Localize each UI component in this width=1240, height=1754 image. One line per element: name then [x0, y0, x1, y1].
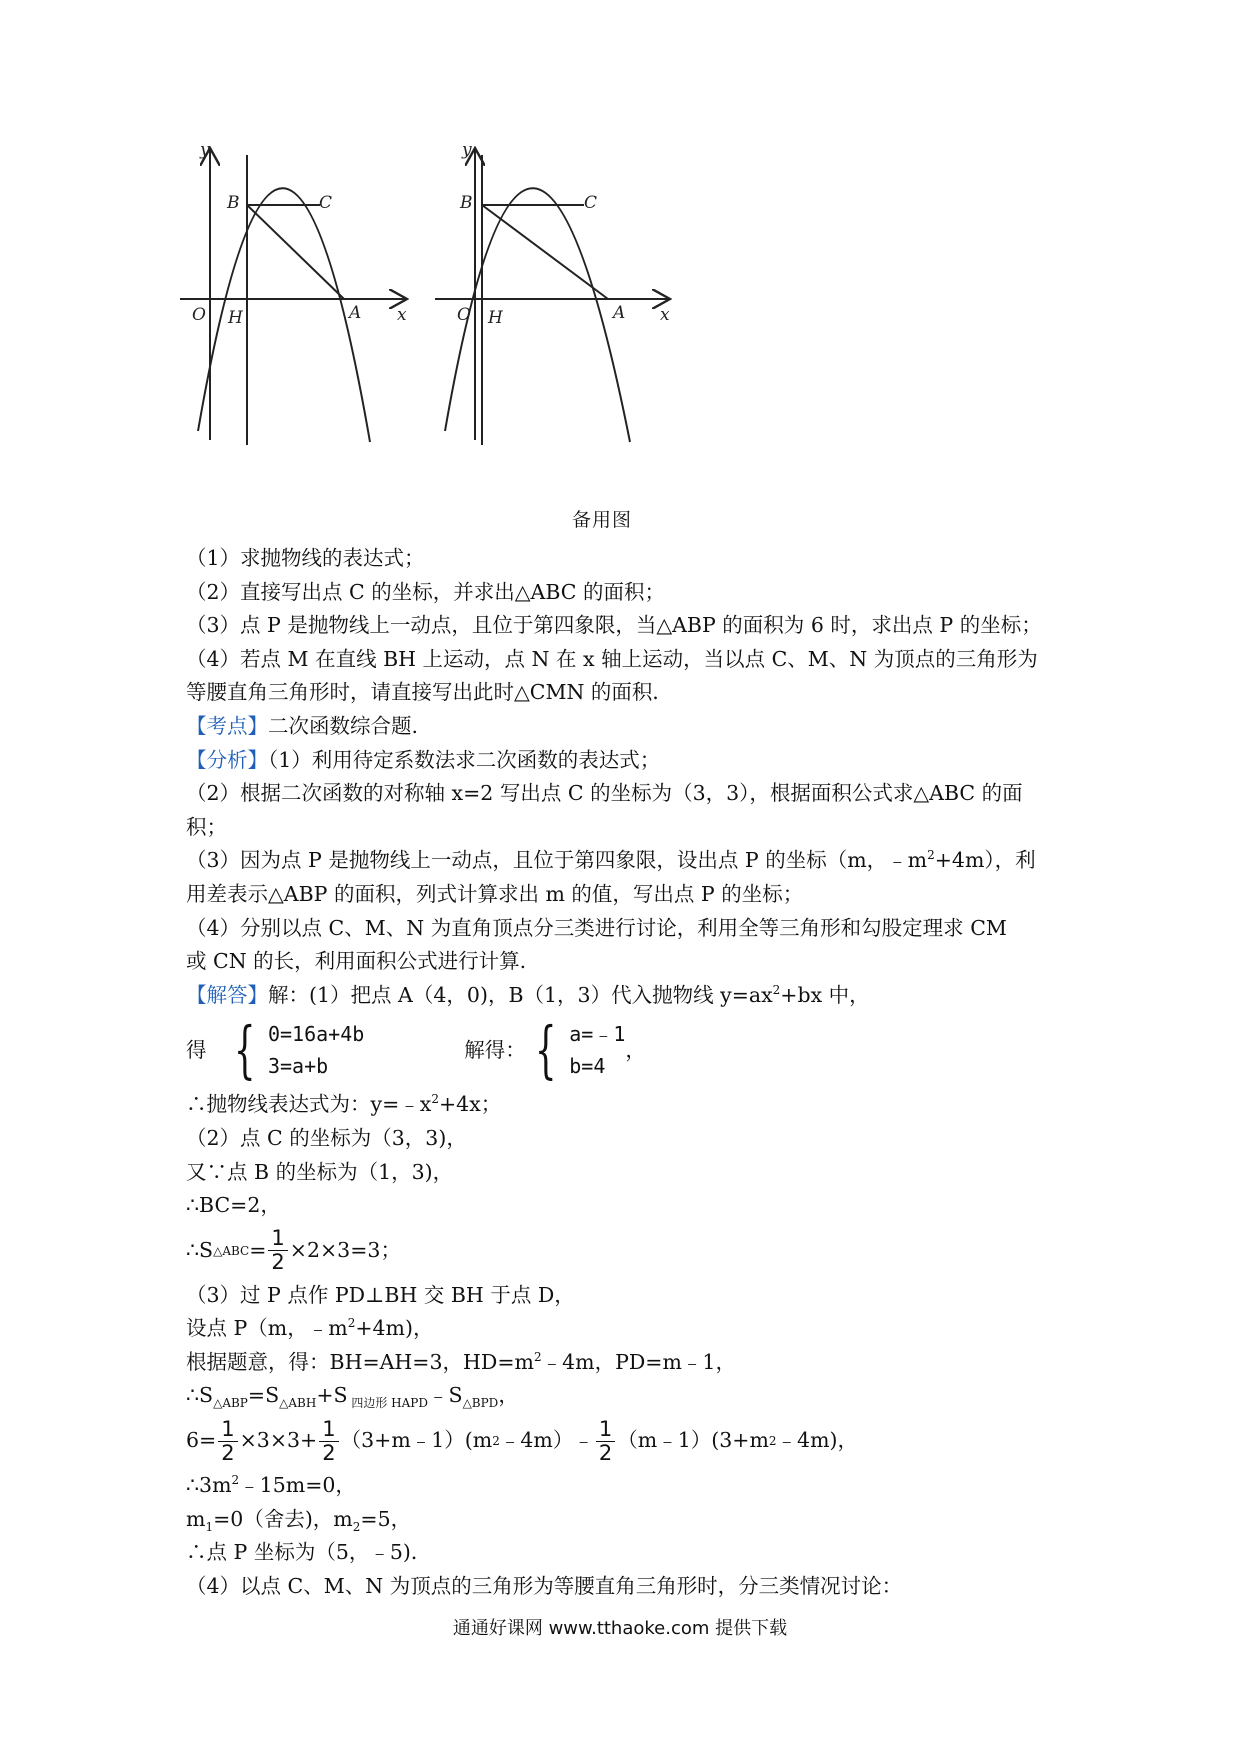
text-run: =5， — [360, 1506, 412, 1531]
text-run: +4m），利 — [934, 848, 1036, 873]
text-run: ∴3m — [186, 1473, 232, 1498]
equation: b=4 — [569, 1054, 606, 1079]
jieda-line-1 — [186, 979, 1066, 1013]
question-3: （3）点 P 是抛物线上一动点，且位于第四象限，当△ABP 的面积为 6 时，求出点 P 的坐标； — [186, 613, 1042, 638]
label-c: C — [584, 193, 598, 213]
superscript: 2 — [231, 1473, 240, 1488]
subscript: △BPD — [462, 1396, 499, 1411]
jieda-line-5: 又∵点 B 的坐标为（1，3)， — [186, 1159, 454, 1184]
text-run: +S — [316, 1383, 348, 1408]
text-run: 得 — [186, 1037, 207, 1062]
figure — [185, 140, 765, 530]
jieda-line-6: ∴BC=2， — [186, 1193, 281, 1218]
fenxi-tag: 【分析】 — [186, 747, 268, 772]
parabola — [198, 188, 370, 442]
text-run: ﹣15m=0， — [239, 1473, 356, 1498]
jieda-line-4: （2）点 C 的坐标为（3，3)， — [186, 1125, 467, 1150]
text-run: =S — [247, 1383, 280, 1408]
text-run: ×3×3+ — [239, 1428, 318, 1453]
jieda-line-10 — [186, 1346, 1066, 1380]
text-run: = — [249, 1237, 267, 1262]
jieda-line-7: ∴S △ABC = $\frac{1}{2}$ ×2×3=3； — [186, 1226, 401, 1275]
equation-systems — [186, 1012, 1066, 1088]
label-a: A — [349, 303, 362, 323]
system-1 — [225, 1015, 365, 1085]
text-run: +4x； — [438, 1092, 502, 1117]
label-h: H — [228, 308, 243, 328]
label-b: B — [227, 193, 240, 213]
question-1: （1）求抛物线的表达式； — [186, 546, 425, 570]
subscript: 2 — [352, 1519, 361, 1534]
kaodian-text: 二次函数综合题. — [268, 713, 419, 738]
label-y: y — [200, 140, 210, 160]
text-run: ∴S — [186, 1237, 214, 1262]
denominator: 2 — [271, 1250, 285, 1275]
denominator: 2 — [598, 1440, 613, 1465]
jieda-line-9 — [186, 1312, 1066, 1346]
segment-ba — [247, 205, 344, 299]
system-2 — [526, 1015, 626, 1085]
graph-main — [180, 150, 405, 445]
equation: a=﹣1 — [569, 1022, 626, 1047]
label-x: x — [660, 305, 670, 325]
numerator: 1 — [596, 1419, 615, 1442]
text-run: ， — [625, 1037, 646, 1062]
text-run: 6= — [186, 1428, 217, 1453]
text-run: 解得： — [464, 1037, 526, 1062]
subscript: 四边形 HAPD — [347, 1396, 429, 1411]
label-h: H — [488, 308, 503, 328]
fenxi-line-7: 或 CN 的长，利用面积公式进行计算. — [186, 949, 527, 974]
jieda-line-8: （3）过 P 点作 PD⊥BH 交 BH 于点 D， — [186, 1282, 575, 1307]
fenxi-line-5: 用差表示△ABP 的面积，列式计算求出 m 的值，写出点 P 的坐标； — [186, 881, 804, 906]
text-run: 根据题意，得：BH=AH=3，HD=m — [186, 1349, 534, 1374]
fenxi-text: （1）利用待定系数法求二次函数的表达式； — [268, 747, 661, 772]
text-run: ﹣4m)， — [776, 1428, 859, 1453]
equation: 3=a+b — [267, 1054, 329, 1079]
text-run: 解：(1）把点 A（4，0)，B（1，3）代入抛物线 y=ax — [268, 982, 773, 1007]
solution-text — [186, 542, 1066, 1603]
superscript: 2 — [533, 1350, 542, 1365]
label-y: y — [462, 140, 472, 160]
label-o: O — [192, 305, 206, 325]
text-run: ∴S — [186, 1383, 214, 1408]
text-run: （3）因为点 P 是抛物线上一动点，且位于第四象限，设出点 P 的坐标（m，﹣m — [186, 848, 928, 873]
denominator: 2 — [322, 1440, 336, 1465]
jieda-line-15: ∴点 P 坐标为（5，﹣5)． — [186, 1540, 432, 1565]
brace-icon: { — [534, 1013, 557, 1087]
equation: 0=16a+4b — [267, 1022, 365, 1047]
text-run: ﹣S — [428, 1383, 463, 1408]
text-run: 设点 P（m，﹣m — [186, 1316, 348, 1341]
kaodian-tag: 【考点】 — [186, 713, 268, 738]
text-run: ﹣4m，PD=m﹣1， — [541, 1349, 736, 1374]
brace-icon: { — [233, 1013, 256, 1087]
text-run: ， — [498, 1383, 519, 1408]
page-footer: 通通好课网 www.tthaoke.com 提供下载 — [452, 1618, 788, 1639]
fenxi-line-6: （4）分别以点 C、M、N 为直角顶点分三类进行讨论，利用全等三角形和勾股定理求 CM — [186, 915, 1007, 940]
text-run: ×2×3=3； — [289, 1237, 401, 1262]
parabola-figures — [185, 140, 765, 530]
kaodian-line — [186, 710, 1066, 744]
label-b: B — [460, 193, 473, 213]
subscript: △ABH — [279, 1396, 317, 1411]
fenxi-line-1 — [186, 744, 1066, 778]
jieda-line-11 — [186, 1379, 1066, 1413]
numerator: 1 — [218, 1419, 237, 1442]
figure-caption: 备用图 — [572, 509, 633, 531]
text-run: ﹣4m）﹣ — [499, 1428, 594, 1453]
superscript: 2 — [772, 982, 781, 997]
text-run: （m﹣1）(3+m — [617, 1428, 769, 1453]
jieda-line-3 — [186, 1088, 1066, 1122]
jieda-line-12: 6= $\frac{1}{2}$ ×3×3+ $\frac{1}{2}$ （3+m﹣1）(m 2 ﹣4m）﹣ $\frac{1}{2}$ （m﹣1）(3+m 2 ﹣4m)， — [186, 1416, 859, 1465]
fenxi-line-4 — [186, 844, 1066, 878]
label-x: x — [397, 305, 407, 325]
superscript: 2 — [431, 1092, 439, 1107]
fraction — [268, 1228, 287, 1273]
text-run: m — [186, 1506, 206, 1531]
superscript: 2 — [347, 1316, 356, 1331]
label-o: O — [457, 305, 471, 325]
fraction — [319, 1416, 338, 1465]
numerator: 1 — [319, 1419, 338, 1442]
question-2: （2）直接写出点 C 的坐标，并求出△ABC 的面积； — [186, 579, 665, 604]
label-a: A — [613, 303, 626, 323]
fraction — [218, 1416, 237, 1465]
fraction — [596, 1416, 615, 1465]
text-run: （3+m﹣1）(m — [340, 1428, 493, 1453]
text-run: =0（舍去)，m — [213, 1506, 353, 1531]
parabola — [445, 188, 630, 442]
jieda-tag: 【解答】 — [186, 982, 268, 1007]
jieda-line-13 — [186, 1469, 1066, 1503]
fenxi-line-3: 积； — [186, 814, 227, 839]
jieda-line-14 — [186, 1503, 1066, 1537]
numerator: 1 — [268, 1228, 287, 1251]
jieda-line-16: （4）以点 C、M、N 为顶点的三角形为等腰直角三角形时，分三类情况讨论： — [186, 1573, 903, 1598]
label-c: C — [319, 193, 333, 213]
text-run: +4m)， — [355, 1316, 434, 1341]
subscript: △ABP — [213, 1396, 248, 1411]
superscript: 2 — [927, 848, 935, 863]
text-run: ∴抛物线表达式为：y=﹣x — [186, 1092, 432, 1117]
text-run: +bx 中， — [780, 982, 870, 1007]
denominator: 2 — [221, 1440, 235, 1465]
question-4-cont: 等腰直角三角形时，请直接写出此时△CMN 的面积． — [186, 680, 673, 705]
question-4: （4）若点 M 在直线 BH 上运动，点 N 在 x 轴上运动，当以点 C、M、N 为顶点的三角形为 — [186, 646, 1038, 671]
subscript: 1 — [205, 1519, 214, 1534]
fenxi-line-2: （2）根据二次函数的对称轴 x=2 写出点 C 的坐标为（3，3），根据面积公式求△ABC 的面 — [186, 781, 1023, 806]
